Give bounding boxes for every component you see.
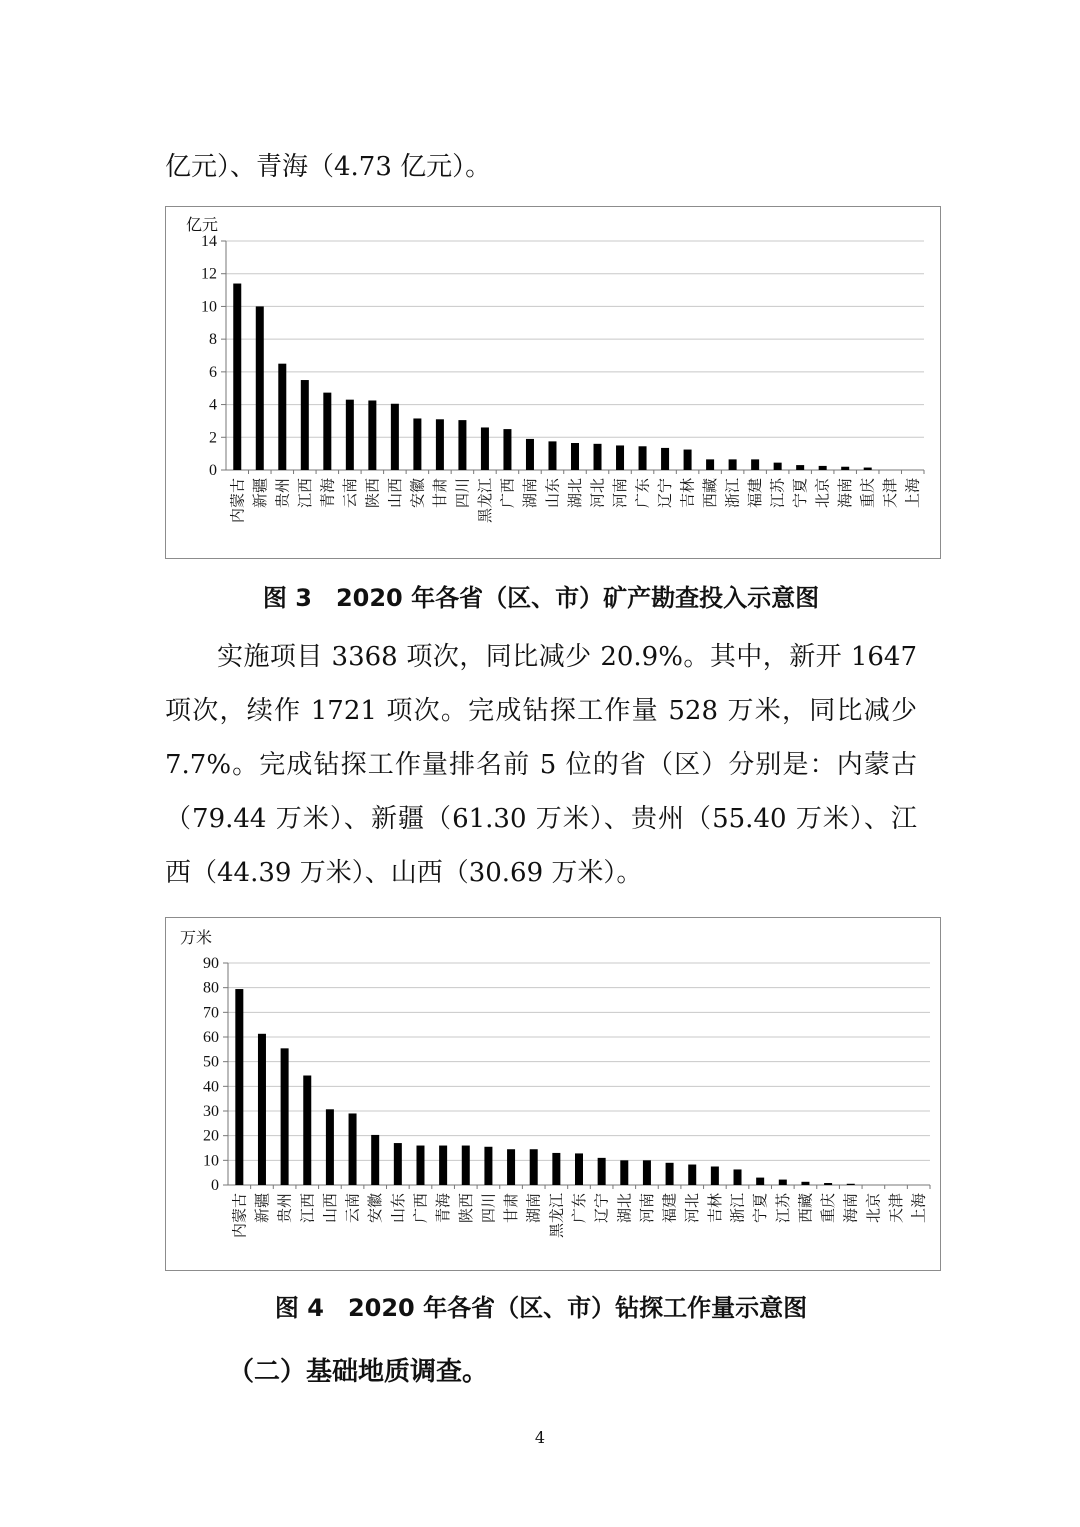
x-category-label: 浙江: [725, 478, 742, 509]
x-category-label: 北京: [815, 478, 832, 509]
x-category-label: 河北: [685, 1193, 702, 1224]
x-category-label: 福建: [748, 478, 765, 509]
bar: [530, 1149, 538, 1185]
x-category-label: 青海: [320, 478, 337, 509]
x-category-label: 甘肃: [432, 478, 449, 509]
x-category-label: 吉林: [680, 478, 697, 509]
x-category-label: 天津: [889, 1193, 906, 1224]
bar: [801, 1182, 809, 1185]
bar: [661, 448, 669, 470]
figure-4-caption: 图 4 2020 年各省（区、市）钻探工作量示意图: [274, 1294, 808, 1322]
x-category-label: 青海: [436, 1193, 453, 1224]
chart-figure-3: [165, 206, 941, 559]
x-category-label: 宁夏: [753, 1193, 770, 1224]
bar: [594, 444, 602, 470]
bar: [301, 380, 309, 470]
section-heading: （二）基础地质调查。: [228, 1357, 489, 1387]
x-category-label: 安徽: [368, 1193, 385, 1224]
bar: [847, 1184, 855, 1185]
bar: [303, 1076, 311, 1185]
bar: [458, 420, 466, 470]
y-tick-label: 10: [203, 1152, 219, 1170]
x-category-label: 上海: [905, 478, 922, 509]
body-paragraph: 实施项目 3368 项次，同比减少 20.9%。其中，新开 1647 项次，续作 1721 项次。完成钻探工作量 528 万米，同比减少 7.7%。完成钻探工作量排名前 5 位的省（区）分别是：内蒙古（79.44 万米）、新疆（61.30 万米）、贵州（55.40 万米）、江西（44.39 万米）、山西（30.69 万米）。: [165, 642, 917, 888]
x-category-label: 内蒙古: [230, 478, 247, 524]
y-tick-label: 10: [201, 298, 217, 316]
bar: [281, 1048, 289, 1185]
x-category-label: 湖北: [617, 1193, 634, 1224]
bar: [368, 400, 376, 470]
page-number: 4: [534, 1428, 546, 1447]
x-category-label: 山东: [390, 1193, 407, 1224]
x-category-label: 西藏: [703, 478, 720, 509]
bar: [729, 459, 737, 470]
x-category-label: 山西: [322, 1193, 339, 1224]
y-tick-label: 12: [201, 265, 217, 283]
bar: [484, 1147, 492, 1185]
bar: [391, 404, 399, 470]
x-category-label: 黑龙江: [549, 1193, 566, 1239]
bar: [598, 1158, 606, 1185]
bar: [824, 1183, 832, 1185]
x-category-label: 云南: [345, 1193, 362, 1224]
x-category-label: 陕西: [458, 1193, 475, 1224]
x-category-label: 广东: [635, 478, 652, 509]
x-category-label: 江西: [300, 1193, 317, 1224]
x-category-label: 宁夏: [793, 478, 810, 509]
x-category-label: 江西: [297, 478, 314, 509]
x-category-label: 新疆: [254, 1193, 271, 1224]
bar: [575, 1153, 583, 1185]
x-category-label: 四川: [481, 1193, 498, 1224]
bar: [371, 1135, 379, 1185]
x-category-label: 贵州: [275, 478, 292, 509]
x-category-label: 新疆: [252, 478, 269, 509]
x-category-label: 辽宁: [594, 1193, 611, 1224]
bar: [416, 1146, 424, 1185]
bar: [734, 1169, 742, 1185]
x-category-label: 河南: [613, 478, 630, 509]
bar: [413, 418, 421, 470]
y-tick-label: 0: [211, 1177, 219, 1194]
y-tick-label: 8: [209, 331, 217, 349]
bar: [552, 1153, 560, 1185]
bar: [571, 443, 579, 470]
bar: [688, 1165, 696, 1185]
bar: [616, 445, 624, 470]
chart-3-svg: [166, 207, 942, 560]
x-category-label: 黑龙江: [477, 478, 494, 524]
y-tick-label: 60: [203, 1029, 219, 1046]
bar: [620, 1160, 628, 1185]
x-category-label: 江苏: [775, 1193, 792, 1224]
y-tick-label: 30: [203, 1103, 219, 1120]
x-category-label: 山东: [545, 478, 562, 509]
x-category-label: 广西: [500, 478, 517, 509]
x-category-label: 天津: [883, 478, 900, 509]
bar: [503, 429, 511, 470]
x-category-label: 辽宁: [658, 478, 675, 509]
y-tick-label: 4: [209, 396, 217, 414]
bar: [756, 1178, 764, 1185]
bar: [235, 989, 243, 1185]
bar: [278, 364, 286, 470]
y-tick-label: 6: [209, 363, 217, 381]
bar: [394, 1143, 402, 1185]
y-axis-unit-label: 亿元: [186, 217, 219, 234]
y-tick-label: 80: [203, 979, 219, 997]
x-category-label: 山西: [387, 478, 404, 509]
bar: [233, 284, 241, 470]
y-tick-label: 90: [203, 955, 219, 972]
x-category-label: 吉林: [707, 1193, 724, 1224]
y-tick-label: 14: [201, 233, 217, 250]
x-category-label: 广西: [413, 1193, 430, 1224]
y-tick-label: 0: [209, 462, 217, 479]
x-category-label: 河北: [590, 478, 607, 509]
figure-3-caption: 图 3 2020 年各省（区、市）矿产勘查投入示意图: [262, 584, 820, 612]
bar: [462, 1146, 470, 1185]
y-tick-label: 50: [203, 1053, 219, 1071]
x-category-label: 河南: [639, 1193, 656, 1224]
bar: [643, 1160, 651, 1185]
x-category-label: 甘肃: [504, 1193, 521, 1224]
bar: [481, 427, 489, 470]
bar: [349, 1113, 357, 1185]
bar: [706, 459, 714, 470]
bar: [639, 446, 647, 470]
x-category-label: 重庆: [860, 478, 877, 509]
bar: [819, 466, 827, 470]
bar: [439, 1146, 447, 1185]
bar: [666, 1163, 674, 1185]
bar: [841, 467, 849, 470]
bar: [507, 1149, 515, 1185]
x-category-label: 广东: [572, 1193, 588, 1224]
bar: [711, 1167, 719, 1186]
x-category-label: 上海: [911, 1193, 928, 1224]
bar: [323, 393, 331, 470]
x-category-label: 湖南: [526, 1193, 543, 1224]
bar: [346, 400, 354, 470]
x-category-label: 湖北: [568, 478, 584, 509]
y-tick-label: 40: [203, 1078, 219, 1096]
x-category-label: 重庆: [821, 1193, 838, 1224]
bar: [548, 441, 556, 470]
bar: [256, 306, 264, 470]
y-tick-label: 20: [203, 1127, 219, 1145]
bar: [526, 439, 534, 470]
bar: [684, 450, 692, 470]
x-category-label: 西藏: [798, 1193, 815, 1224]
bar: [436, 419, 444, 470]
bar: [864, 468, 872, 470]
bar: [779, 1180, 787, 1185]
x-category-label: 福建: [662, 1193, 679, 1224]
y-tick-label: 70: [203, 1004, 219, 1022]
x-category-label: 云南: [342, 478, 359, 509]
bar: [751, 459, 759, 470]
bar: [796, 465, 804, 470]
x-category-label: 海南: [838, 478, 855, 509]
x-category-label: 江苏: [770, 478, 787, 509]
x-category-label: 四川: [455, 478, 472, 509]
chart-figure-4: [165, 917, 941, 1271]
x-category-label: 北京: [866, 1193, 883, 1224]
bar: [258, 1034, 266, 1185]
bar: [774, 463, 782, 470]
x-category-label: 贵州: [277, 1193, 294, 1224]
chart-4-svg: [166, 918, 942, 1272]
text-line-continuation: 亿元）、青海（4.73 亿元）。: [165, 152, 492, 182]
x-category-label: 湖南: [522, 478, 539, 509]
x-category-label: 安徽: [410, 478, 427, 509]
x-category-label: 海南: [843, 1193, 860, 1224]
y-axis-unit-label: 万米: [180, 930, 213, 947]
bar: [326, 1109, 334, 1185]
x-category-label: 陕西: [365, 478, 382, 509]
x-category-label: 浙江: [730, 1193, 747, 1224]
y-tick-label: 2: [209, 429, 217, 447]
x-category-label: 内蒙古: [232, 1193, 249, 1239]
